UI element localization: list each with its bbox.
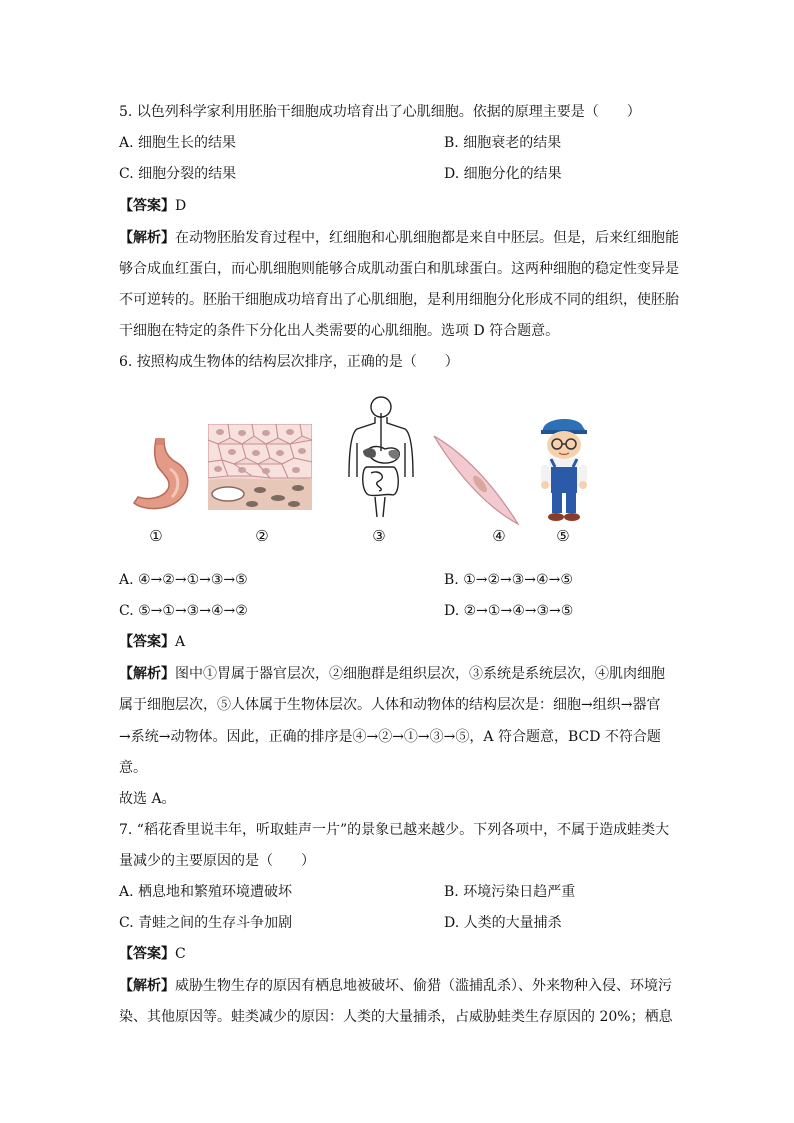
muscle-cell-image xyxy=(432,432,520,528)
q7-option-b: B. 环境污染日趋严重 xyxy=(444,884,576,900)
q6-option-d: D. ②→①→④→③→⑤ xyxy=(444,603,574,619)
q5-analysis-line-1 xyxy=(119,228,679,248)
q5-answer xyxy=(119,196,186,216)
tissue-image xyxy=(208,424,312,510)
person-image xyxy=(537,415,591,523)
q5-option-a: A. 细胞生长的结果 xyxy=(119,135,237,151)
q5-option-c: C. 细胞分裂的结果 xyxy=(119,166,237,182)
q6-analysis-line-2: 属于细胞层次，⑤人体属于生物体层次。人体和动物体的结构层次是：细胞→组织→器官 xyxy=(119,697,661,713)
q7-answer xyxy=(119,944,186,964)
analysis-label: 【解析】 xyxy=(119,978,175,994)
q7-option-d: D. 人类的大量捕杀 xyxy=(444,915,562,931)
q6-option-a: A. ④→②→①→③→⑤ xyxy=(119,572,248,588)
q6-analysis-line-3: →系统→动物体。因此，正确的排序是④→②→①→③→⑤，A 符合题意，BCD 不符合题 xyxy=(119,729,661,745)
q6-answer xyxy=(119,632,185,652)
q5-analysis-line-3: 不可逆转的。胚胎干细胞成功培育出了心肌细胞，是利用细胞分化形成不同的组织，使胚胎 xyxy=(119,292,679,308)
q5-option-b: B. 细胞衰老的结果 xyxy=(444,135,562,151)
answer-label: 【答案】 xyxy=(119,198,175,214)
analysis-text: 在动物胚胎发育过程中，红细胞和心肌细胞都是来自中胚层。但是，后来红细胞能 xyxy=(175,230,679,246)
figure-label-2: ② xyxy=(255,527,269,545)
answer-label: 【答案】 xyxy=(119,946,175,962)
figure-label-3: ③ xyxy=(372,527,386,545)
q7-analysis-line-2: 染、其他原因等。蛙类减少的原因：人类的大量捕杀，占威胁蛙类生存原因的 20%；栖息 xyxy=(119,1009,673,1025)
analysis-label: 【解析】 xyxy=(119,666,175,682)
q6-analysis-line-1 xyxy=(119,664,665,684)
q7-analysis-line-1 xyxy=(119,976,672,996)
analysis-label: 【解析】 xyxy=(119,230,175,246)
q5-option-d: D. 细胞分化的结果 xyxy=(444,166,562,182)
stomach-image xyxy=(130,435,206,515)
q5-stem: 5. 以色列科学家利用胚胎干细胞成功培育出了心肌细胞。依据的原理主要是（ ） xyxy=(119,104,641,120)
q6-analysis-line-4: 意。 xyxy=(119,760,147,776)
analysis-text: 图中①胃属于器官层次，②细胞群是组织层次，③系统是系统层次，④肌肉细胞 xyxy=(175,666,665,682)
q6-analysis-line-5: 故选 A。 xyxy=(119,791,176,807)
q7-option-c: C. 青蛙之间的生存斗争加剧 xyxy=(119,915,293,931)
q6-option-c: C. ⑤→①→③→④→② xyxy=(119,603,248,619)
q5-analysis-line-4: 干细胞在特定的条件下分化出人类需要的心肌细胞。选项 D 符合题意。 xyxy=(119,323,560,339)
q7-stem-line-1: 7. “稻花香里说丰年，听取蛙声一片”的景象已越来越少。下列各项中，不属于造成蛙类大 xyxy=(119,822,670,838)
q7-option-a: A. 栖息地和繁殖环境遭破坏 xyxy=(119,884,293,900)
q7-stem-line-2: 量减少的主要原因的是（ ） xyxy=(119,853,315,869)
figure-label-4: ④ xyxy=(492,527,506,545)
answer-value: C xyxy=(175,946,186,962)
figure-label-1: ① xyxy=(149,527,163,545)
answer-value: A xyxy=(175,634,186,650)
figure-label-5: ⑤ xyxy=(556,527,570,545)
q6-stem: 6. 按照构成生物体的结构层次排序，正确的是（ ） xyxy=(119,354,459,370)
q5-analysis-line-2: 够合成血红蛋白，而心肌细胞则能够合成肌动蛋白和肌球蛋白。这两种细胞的稳定性变异是 xyxy=(119,261,679,277)
analysis-text: 威胁生物生存的原因有栖息地被破坏、偷猎（滥捕乱杀）、外来物种入侵、环境污 xyxy=(175,978,672,994)
q6-option-b: B. ①→②→③→④→⑤ xyxy=(444,572,573,588)
digestive-system-image xyxy=(345,393,417,521)
answer-label: 【答案】 xyxy=(119,634,175,650)
answer-value: D xyxy=(175,198,187,214)
